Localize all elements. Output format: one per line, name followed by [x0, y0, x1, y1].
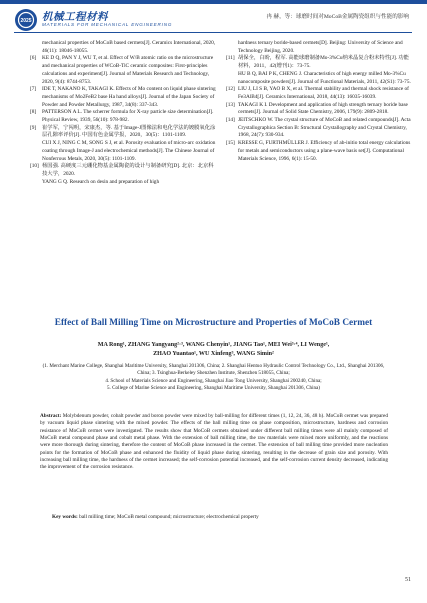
reference-item: [30, 86, 216, 109]
reference-text: 崔学军，宁闯明，宋康杰，等. 基于Image-J图像法和电化学法的镀膜氧化涂层孔隙率评价[J]. 中国有色金属学报，2020，30(5)：1101-1109.: [42, 124, 216, 139]
authors-line-2: ZHAO Yuantao¹, WU Xinfeng³, WANG Simin²: [153, 350, 274, 357]
references-right-column: [226, 40, 412, 163]
journal-name-en: MATERIALS FOR MECHANICAL ENGINEERING: [42, 22, 173, 27]
reference-text: JEITSCHKO W. The crystal structure of MoCoB and related compounds[J]. Acta Crystallographica Section B: Structural Crystallography and Crystal Chemistry, 1968, 24(7): 930-934.: [238, 117, 411, 139]
reference-item: [226, 40, 412, 55]
keywords: [52, 514, 387, 520]
reference-text: mechanical properties of MoCoB based cermets[J]. Ceramics International, 2020, 46(11): 18046-18055.: [42, 40, 216, 54]
header-bar: [0, 0, 427, 4]
reference-text: PATTERSON A L. The scherrer formula for X-ray particle size determination[J]. Physical Review, 1939, 56(10): 978-982.: [42, 109, 214, 124]
affiliation-line-1: (1. Merchant Marine College, Shanghai Maritime University, Shanghai 201306, China; 2. Shanghai Hentuo Hydraulic Control Technology Co., Ltd., Shanghai 201306, China; 3. Tsinghua-Berkeley Shenzhen Institute, Shenzhen 518055, China;: [42, 363, 385, 377]
affiliations: [40, 363, 387, 393]
running-title: 冉 赫，等：球磨时间对MoCoB金属陶瓷组织与性能的影响: [266, 14, 409, 20]
reference-item: [226, 86, 412, 101]
reference-item: [226, 140, 412, 163]
logo-text: 2025: [20, 18, 32, 24]
affiliation-line-3: 5. College of Marine Science and Engineering, Shanghai Maritime University, Shanghai 201306, China): [107, 385, 320, 392]
reference-number: [10]: [30, 163, 39, 170]
reference-item: [226, 117, 412, 140]
reference-number: [12]: [226, 86, 235, 93]
journal-logo-icon: [14, 8, 38, 32]
reference-number: [15]: [226, 140, 235, 147]
reference-text: KE D Q, PAN Y J, WU T, et al. Effect of W/B atomic ratio on the microstructure and mechanical properties of WCoB-TiC ceramic composites: First-principles calculations and experiment[J]. Journal of Materials Research and Technology, 2020, 9(4): 8744-8753.: [42, 55, 214, 85]
reference-number: [6]: [30, 55, 37, 62]
article-title: Effect of Ball Milling Time on Microstructure and Properties of MoCoB Cermet: [54, 318, 373, 328]
keywords-label: Key words:: [52, 514, 78, 520]
reference-text: TAKAGI K I. Development and application of high strength ternary boride base cermets[J]. Journal of Solid State Chemistry, 2006, 179(9): 2809-2818.: [238, 101, 408, 116]
reference-text: LIU J, LI S B, YAO B X, et al. Thermal stability and thermal shock resistance of Fe3AlB4[J]. Ceramics International, 2018, 44(13): 16035-16039.: [238, 86, 409, 100]
reference-item: [30, 40, 216, 55]
reference-item: [30, 109, 216, 124]
reference-text: KRESSE G, FURTHMÜLLER J. Efficiency of ab-initio total energy calculations for metals and semiconductors using a plane-wave basis set[J]. Computational Materials Science, 1996, 6(1): 15-50.: [238, 140, 411, 162]
abstract-label: Abstract:: [40, 413, 62, 419]
references-left-column: [30, 40, 216, 186]
reference-text: IDE T, NAKANO K, TAKAGI K. Effects of Mo content on liquid phase sintering mechanisms of Mo2FeB2 base Ha hand alloys[J]. Journal of the Japan Society of Powder and Powder Metallurgy, 1987, 34(8): 337-343.: [42, 86, 216, 108]
reference-text: CUI X J, NING C M, SONG S J, et al. Porosity evaluation of micro-arc oxidation coating through Image-J and electrochemical methods[J]. The Chinese Journal of Nonferrous Metals, 2020, 30(5): 1101-1109.: [42, 140, 216, 162]
reference-number: [13]: [226, 101, 235, 108]
journal-name: 机械工程材料: [42, 11, 108, 23]
reference-item: [226, 71, 412, 86]
author-list: [0, 341, 427, 358]
reference-text: YANG G Q. Research on desin and preparation of high: [42, 178, 160, 185]
reference-number: [7]: [30, 86, 37, 93]
reference-number: [9]: [30, 124, 37, 131]
affiliation-line-2: 4. School of Materials Science and Engineering, Shanghai Jiao Tong University, Shanghai 200240, China;: [105, 377, 322, 384]
reference-text: HU B Q, BAI P K, CHENG J. Characteristics of high energy milled Mo-3%Cu nanocomposite powders[J]. Journal of Functional Materials, 2011, 42(S1): 73-75.: [238, 70, 411, 85]
reference-number: [11]: [226, 55, 235, 62]
reference-item: [226, 55, 412, 70]
reference-item: [226, 102, 412, 117]
keywords-text: ball milling time; MoCoB metal compound; microstructure; electrochemical property: [79, 514, 259, 520]
reference-item: [30, 55, 216, 86]
abstract: [40, 413, 388, 472]
page-number: 51: [405, 577, 411, 583]
reference-item: [30, 163, 216, 178]
abstract-text: Molybdenum powder, cobalt powder and boron powder were mixed by ball-milling for different times (1, 12, 24, 36, 48 h). MoCoB cermet was prepared by vacuum liquid phase sintering with the mixed powder. The effects of the ball milling time on phase composition, microstructure, hardness and corrosion resistance of MoCoB cermet were investigated. The results show that MoCoB cermets obtained under different ball milling times were all mainly composed of MoCoB metal compound phase and cobalt metal phase. With the extension of ball milling time, the raw materials were mixed more uniformly, and the reactions were more thorough during sintering, therefore the content of MoCoB phase increased in the cermet. The extension of ball milling time provided more nucleation points for the formation of MoCoB phase and enhanced the fluidity of liquid phase during sintering, resulting in the decrease of grain size and porosity. With increasing ball milling time, the hardness of the cermet increased; the self-corrosion potential increased, and the self-corrosion current density decreased, indicating the improvement of the corrosion resistance.: [40, 413, 388, 471]
reference-text: 胡保全，白盼，程军. 高能球磨制备Mo-3%Cu纳米晶复合粉末特性[J]. 功能材料，2011，42(增刊1)：73-75.: [238, 55, 409, 70]
header-divider: [14, 32, 412, 33]
reference-number: [14]: [226, 117, 235, 124]
reference-item: [30, 179, 216, 187]
authors-line-1: MA Rong¹, ZHANG Yangyang²·³, WANG Chenyin¹, JIANG Tao¹, MEI Wei³·⁴, LI Wenge¹,: [97, 342, 330, 348]
reference-item: [30, 125, 216, 140]
reference-item: [30, 140, 216, 163]
reference-number: [8]: [30, 109, 37, 116]
reference-text: hardness ternary boride-based cermets[D]. Beijing: University of Science and Technology Beijing, 2020.: [238, 40, 403, 54]
reference-text: 杨国强. 高硬度三元硼化物基金属陶瓷的设计与制备研究[D]. 北京：北京科技大学，2020.: [42, 163, 214, 177]
